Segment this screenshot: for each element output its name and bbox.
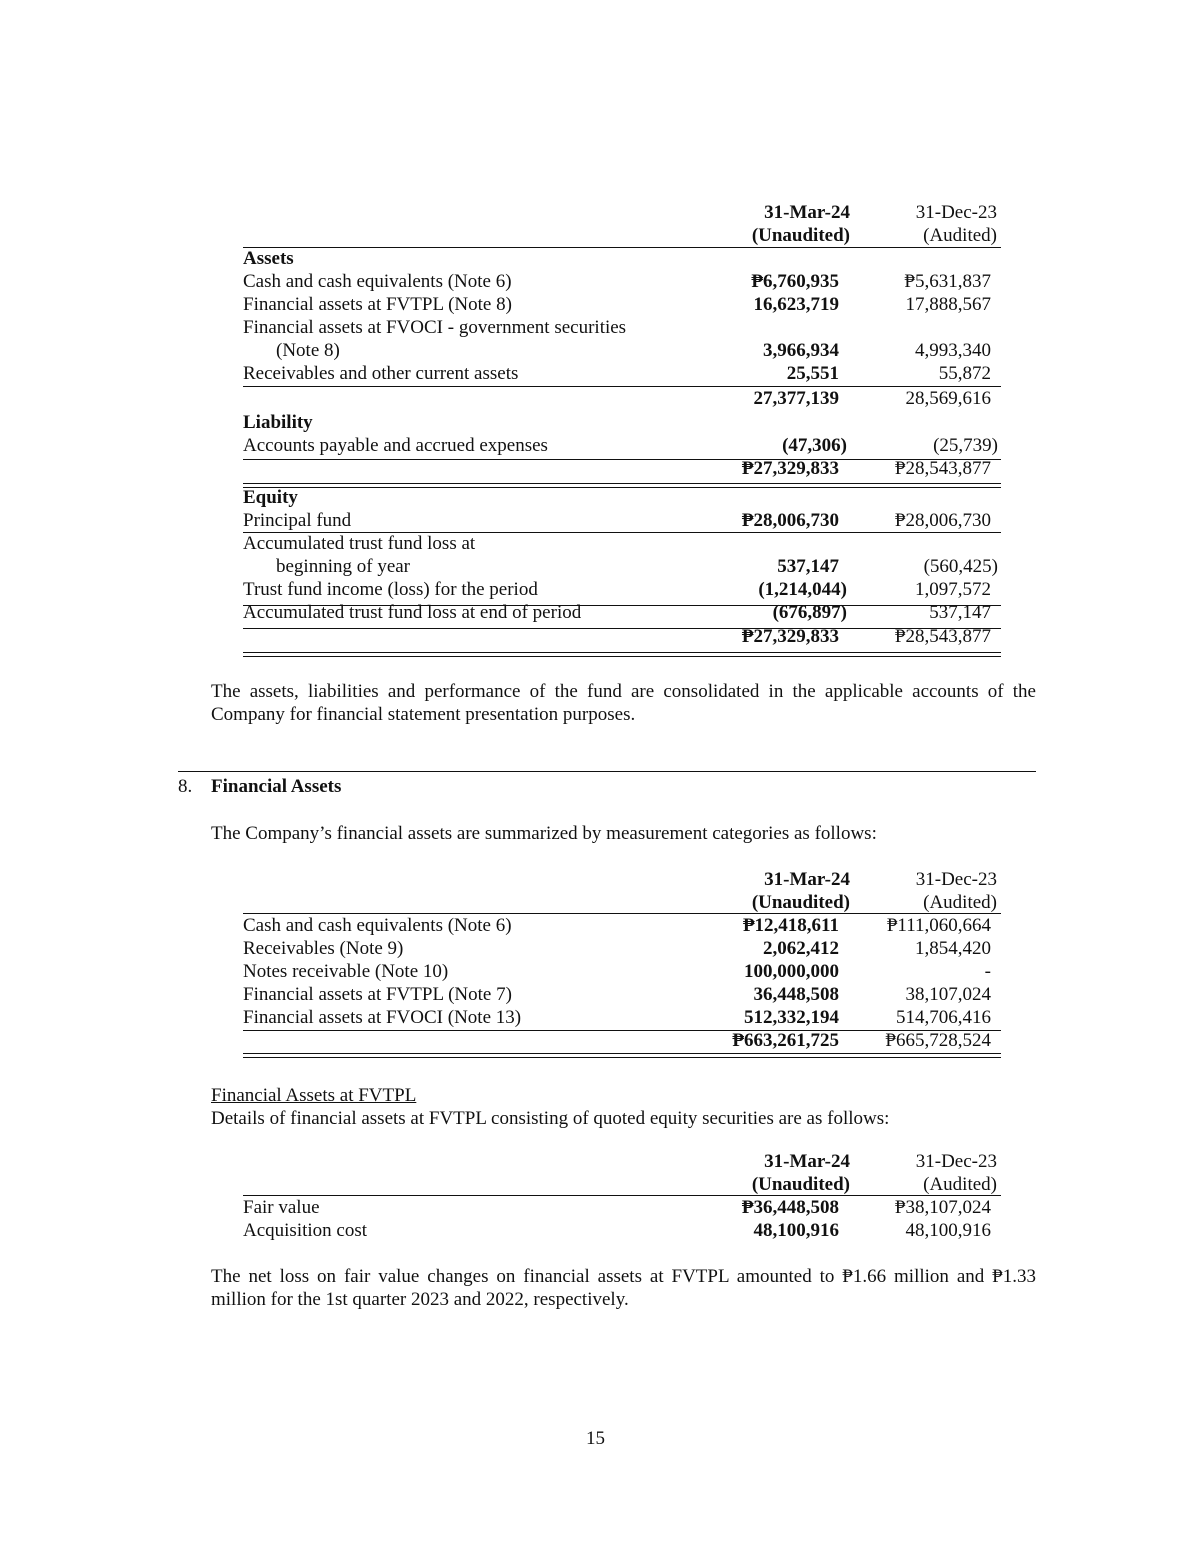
row-value-prior: 55,872 (938, 363, 991, 384)
row-label: Cash and cash equivalents (Note 6) (243, 915, 512, 936)
row-value-prior: 1,097,572 (915, 579, 991, 600)
net-total-current: ₱27,329,833 (741, 458, 839, 479)
table-row (243, 555, 1001, 578)
section-title-equity: Equity (243, 487, 298, 508)
section-number: 8. (178, 776, 193, 797)
row-value-prior: 17,888,567 (905, 294, 991, 315)
table-row (243, 293, 1001, 316)
table-row (243, 509, 1001, 532)
row-label: Trust fund income (loss) for the period (243, 579, 538, 600)
row-value-prior: (25,739) (933, 435, 998, 456)
row-value-prior: ₱28,006,730 (894, 510, 991, 531)
table-row (243, 362, 1001, 385)
row-label: Notes receivable (Note 10) (243, 961, 449, 982)
rule (243, 1195, 1001, 1196)
row-label: Financial assets at FVTPL (Note 7) (243, 984, 512, 1005)
section-title: Financial Assets (211, 776, 342, 797)
fvtpl-intro: Details of financial assets at FVTPL consisting of quoted equity securities are as follows: (211, 1108, 890, 1129)
col-header-current: 31-Mar-24 (764, 202, 850, 223)
assets-total-prior: 28,569,616 (905, 388, 991, 409)
table-row (243, 339, 1001, 362)
rule (243, 652, 1001, 653)
total-current: ₱663,261,725 (732, 1030, 839, 1051)
row-value-current: ₱6,760,935 (751, 271, 839, 292)
rule (243, 247, 1001, 248)
table-header-row (243, 868, 1001, 891)
row-value-current: 36,448,508 (753, 984, 839, 1005)
table-row (243, 578, 1001, 601)
section-title-liability: Liability (243, 412, 313, 433)
table-header-row (243, 224, 1001, 247)
col-subheader-prior: (Audited) (923, 1174, 997, 1195)
rule (243, 532, 1001, 533)
financial-assets-table (243, 868, 1001, 1052)
col-subheader-current: (Unaudited) (751, 1174, 850, 1195)
total-row (243, 1029, 1001, 1052)
section-intro: The Company’s financial assets are summarized by measurement categories as follows: (211, 823, 877, 844)
row-value-current: (676,897) (772, 602, 847, 623)
section-title-row (243, 411, 1001, 434)
row-label: Cash and cash equivalents (Note 6) (243, 271, 512, 292)
col-header-current: 31-Mar-24 (764, 1151, 850, 1172)
subtotal-row (243, 385, 1001, 411)
row-label: Financial assets at FVOCI - government securities (243, 317, 627, 338)
rule (243, 913, 1001, 914)
row-label: Accumulated trust fund loss at (243, 533, 476, 554)
row-value-current: (47,306) (782, 435, 847, 456)
rule (243, 459, 1001, 460)
row-value-current: 512,332,194 (744, 1007, 839, 1028)
row-value-current: 2,062,412 (763, 938, 839, 959)
table-header-row (243, 1173, 1001, 1196)
row-label: Financial assets at FVOCI (Note 13) (243, 1007, 522, 1028)
table-header-row (243, 1150, 1001, 1173)
row-value-current: (1,214,044) (758, 579, 847, 600)
rule (243, 1053, 1001, 1054)
col-header-prior: 31-Dec-23 (915, 202, 997, 223)
row-value-current: ₱36,448,508 (741, 1197, 839, 1218)
row-label: Principal fund (243, 510, 352, 531)
row-label: beginning of year (276, 556, 411, 577)
rule (243, 656, 1001, 657)
equity-total-current: ₱27,329,833 (741, 626, 839, 647)
assets-total-current: 27,377,139 (753, 388, 839, 409)
rule (243, 487, 1001, 488)
row-label: Fair value (243, 1197, 320, 1218)
fvtpl-table (243, 1150, 1001, 1242)
table-row (243, 914, 1001, 937)
col-subheader-current: (Unaudited) (751, 892, 850, 913)
row-label: Acquisition cost (243, 1220, 368, 1241)
row-value-prior: ₱111,060,664 (886, 915, 991, 936)
row-value-prior: 4,993,340 (915, 340, 991, 361)
total-row (243, 457, 1001, 480)
row-label: Accumulated trust fund loss at end of period (243, 602, 582, 623)
table-row (243, 1219, 1001, 1242)
col-subheader-current: (Unaudited) (751, 225, 850, 246)
row-label: Receivables (Note 9) (243, 938, 404, 959)
table-row (243, 434, 1001, 457)
col-subheader-prior: (Audited) (923, 892, 997, 913)
row-value-current: ₱28,006,730 (741, 510, 839, 531)
section-title-row (243, 486, 1001, 509)
fund-table (243, 201, 1001, 650)
row-value-current: ₱12,418,611 (742, 915, 839, 936)
row-label: Receivables and other current assets (243, 363, 519, 384)
row-label: (Note 8) (276, 340, 340, 361)
table-row (243, 983, 1001, 1006)
net-total-prior: ₱28,543,877 (894, 458, 991, 479)
table-row (243, 1006, 1001, 1029)
fund-consolidation-paragraph: The assets, liabilities and performance of the fund are consolidated in the applicable accounts of the Company for financial statement presentation purposes. (211, 681, 1036, 725)
rule (243, 386, 1001, 387)
table-row (243, 270, 1001, 293)
row-value-prior: 514,706,416 (896, 1007, 991, 1028)
row-value-prior: - (984, 961, 991, 982)
fvtpl-subtitle: Financial Assets at FVTPL (211, 1085, 417, 1106)
section-title-row (243, 247, 1001, 270)
page-number: 15 (586, 1428, 605, 1449)
rule (243, 1030, 1001, 1031)
table-row (243, 937, 1001, 960)
rule (243, 483, 1001, 484)
rule (243, 628, 1001, 629)
row-value-prior: 1,854,420 (915, 938, 991, 959)
row-value-prior: ₱38,107,024 (894, 1197, 991, 1218)
table-row (243, 316, 1001, 339)
col-header-prior: 31-Dec-23 (915, 869, 997, 890)
rule (243, 605, 1001, 606)
row-label: Financial assets at FVTPL (Note 8) (243, 294, 512, 315)
table-header-row (243, 891, 1001, 914)
table-row (243, 960, 1001, 983)
row-value-prior: 48,100,916 (905, 1220, 991, 1241)
col-subheader-prior: (Audited) (923, 225, 997, 246)
row-value-prior: 537,147 (929, 602, 991, 623)
row-value-current: 3,966,934 (763, 340, 839, 361)
row-value-prior: ₱5,631,837 (904, 271, 991, 292)
table-row (243, 532, 1001, 555)
table-row (243, 1196, 1001, 1219)
total-prior: ₱665,728,524 (885, 1030, 991, 1051)
col-header-current: 31-Mar-24 (764, 869, 850, 890)
table-header-row (243, 201, 1001, 224)
row-value-prior: (560,425) (923, 556, 998, 577)
row-value-current: 537,147 (777, 556, 839, 577)
col-header-prior: 31-Dec-23 (915, 1151, 997, 1172)
section-title-assets: Assets (243, 248, 294, 269)
equity-total-prior: ₱28,543,877 (894, 626, 991, 647)
net-loss-paragraph: The net loss on fair value changes on financial assets at FVTPL amounted to ₱1.66 million and ₱1.33 million for the 1st quarter 2023 and 2022, respectively. (211, 1266, 1036, 1310)
row-value-prior: 38,107,024 (905, 984, 991, 1005)
row-value-current: 100,000,000 (744, 961, 839, 982)
row-label: Accounts payable and accrued expenses (243, 435, 548, 456)
row-value-current: 48,100,916 (753, 1220, 839, 1241)
row-value-current: 25,551 (786, 363, 839, 384)
row-value-current: 16,623,719 (753, 294, 839, 315)
rule (243, 1057, 1001, 1058)
section-divider (178, 771, 1036, 772)
